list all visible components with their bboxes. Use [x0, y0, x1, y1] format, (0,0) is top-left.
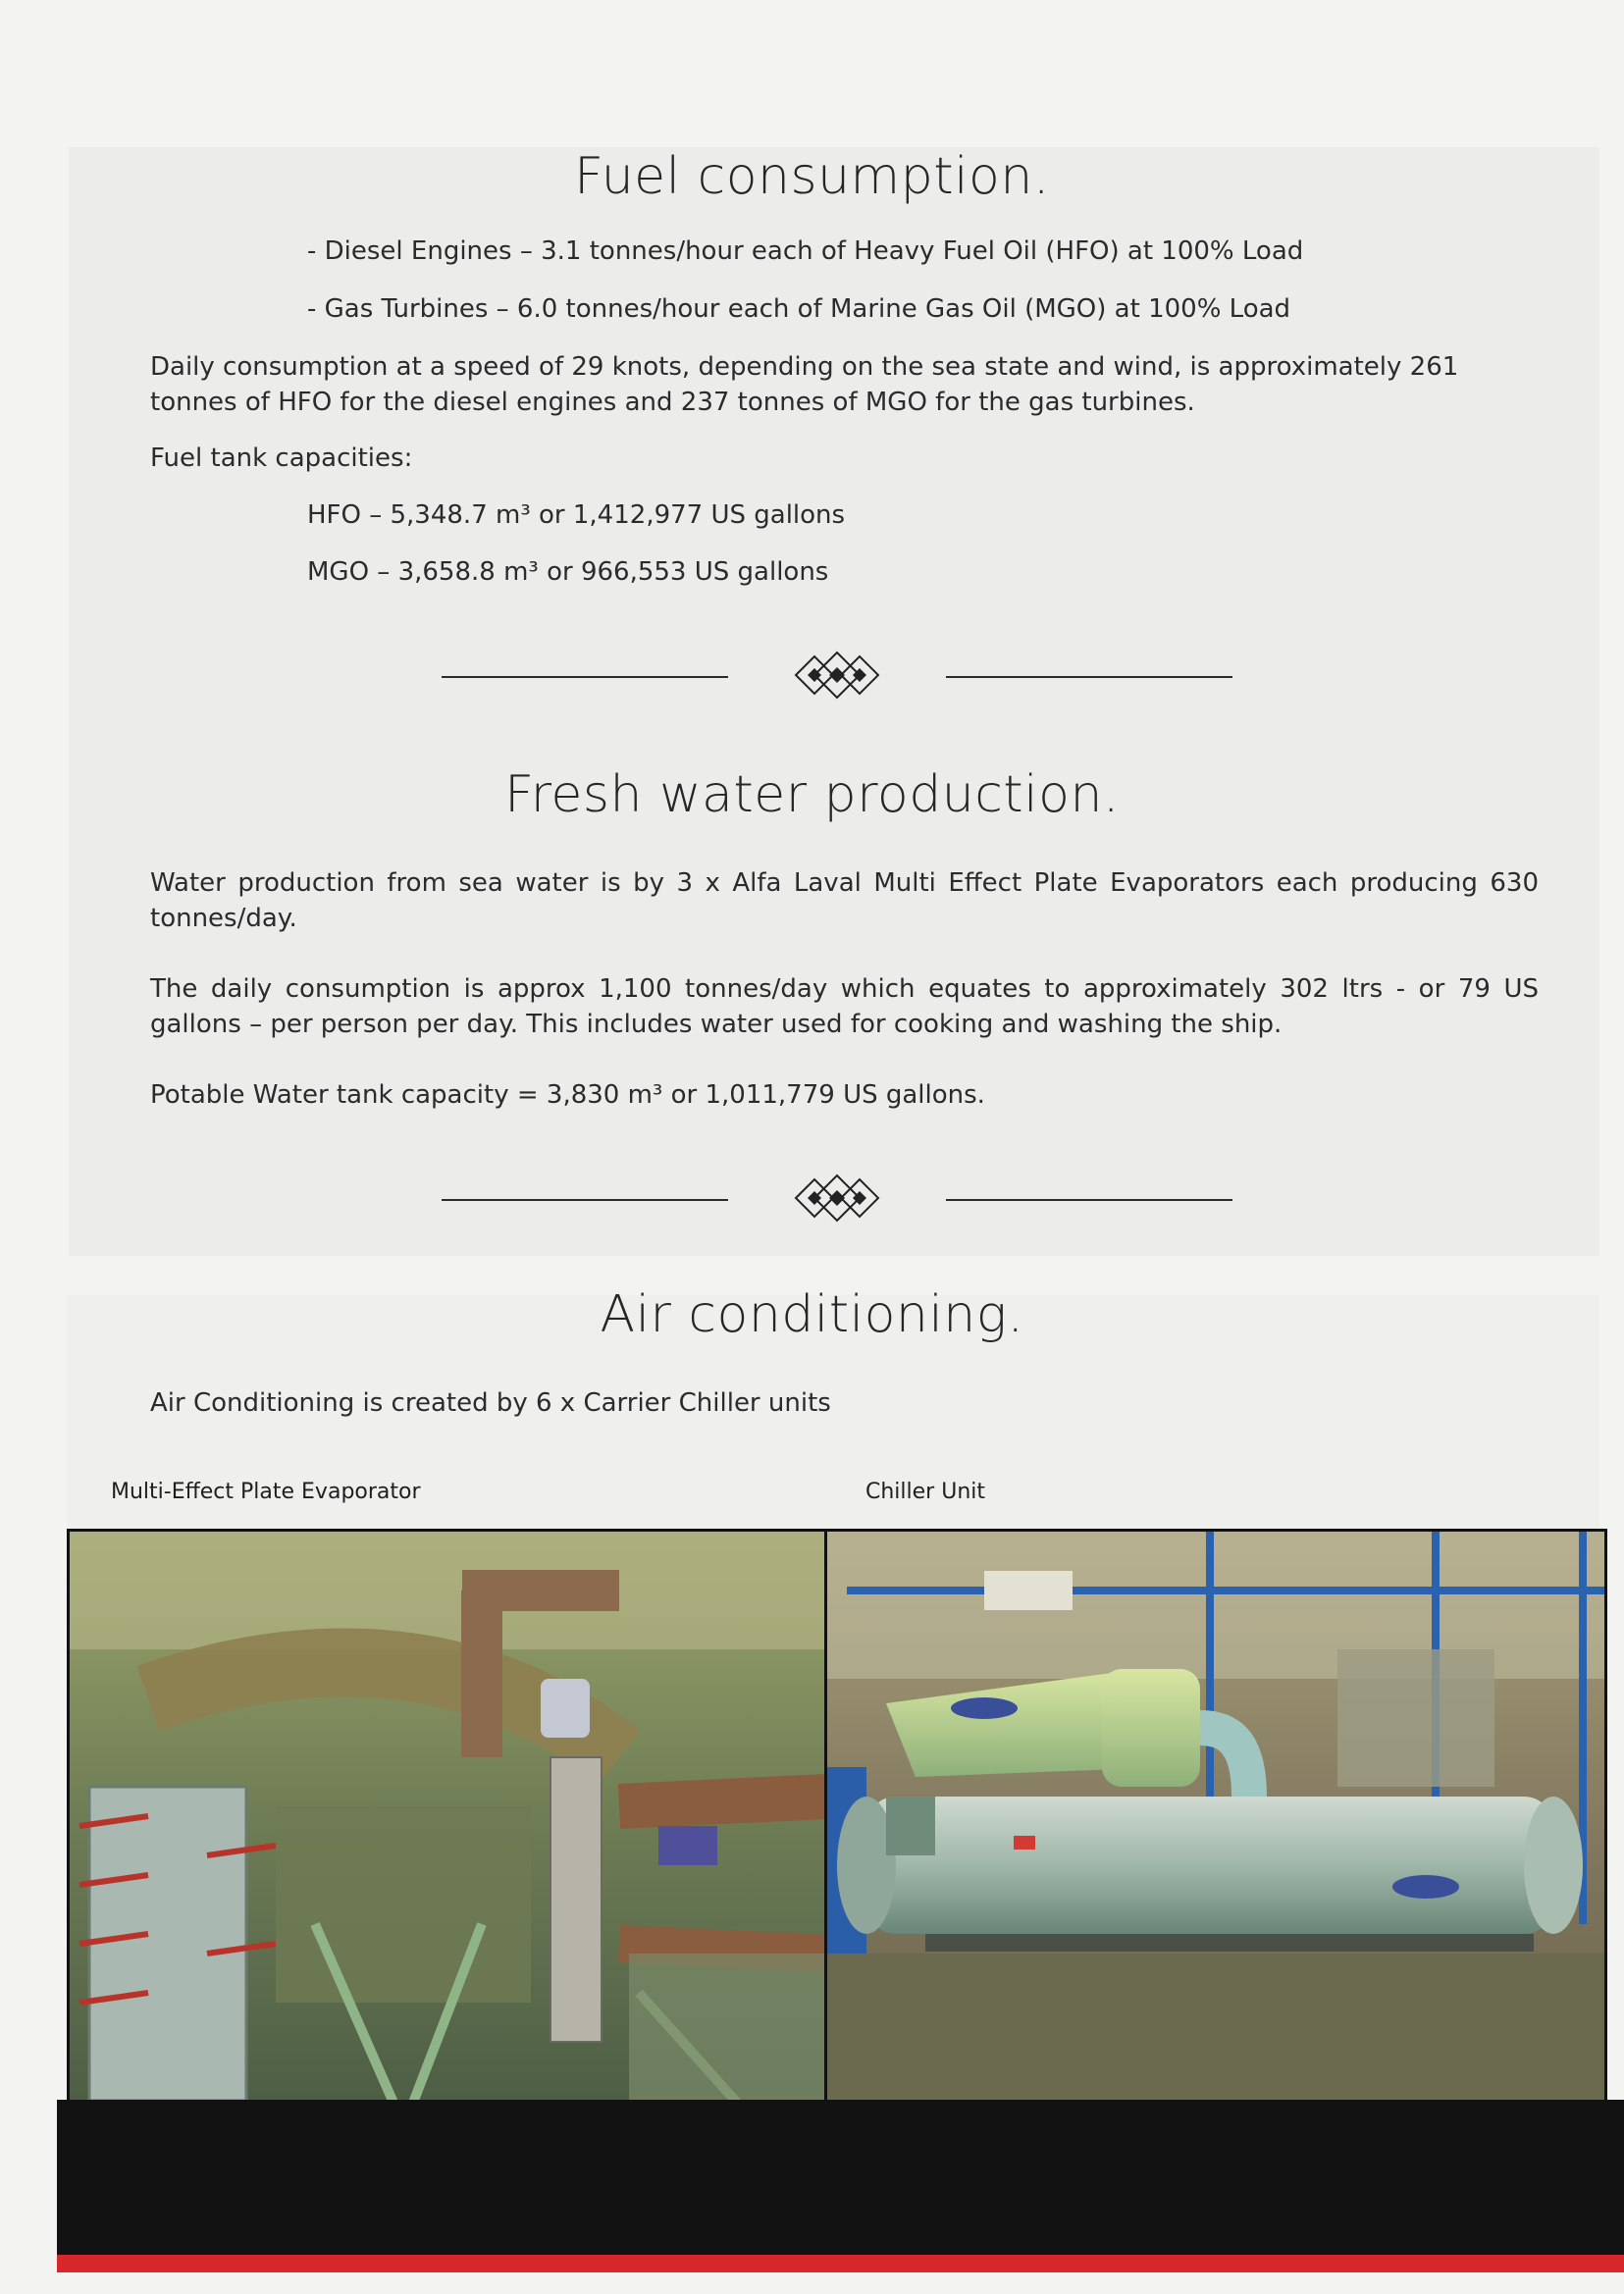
evaporator-image: [70, 1532, 827, 2103]
fuel-tank-label: Fuel tank capacities:: [150, 443, 413, 473]
section-divider: [442, 641, 1232, 709]
water-heading: Fresh water production.: [504, 765, 1120, 824]
gas-turbine-line: - Gas Turbines – 6.0 tonnes/hour each of Marine Gas Oil (MGO) at 100% Load: [307, 294, 1291, 324]
air-heading: Air conditioning.: [600, 1285, 1024, 1344]
diamond-ornament-icon: [793, 1164, 881, 1232]
diamond-ornament-icon: [793, 641, 881, 709]
divider-line-left: [442, 676, 728, 678]
footer-red-stripe: [57, 2255, 1624, 2272]
air-conditioning-text: Air Conditioning is created by 6 x Carrier Chiller units: [150, 1388, 831, 1418]
diesel-line: - Diesel Engines – 3.1 tonnes/hour each of Heavy Fuel Oil (HFO) at 100% Load: [307, 236, 1304, 266]
fuel-heading: Fuel consumption.: [574, 147, 1050, 206]
divider-line-right: [946, 676, 1232, 678]
divider-line-right: [946, 1199, 1232, 1201]
chiller-photo: [824, 1529, 1607, 2106]
daily-consumption-paragraph: Daily consumption at a speed of 29 knots, depending on the sea state and wind, is approximately 261 tonnes of HFO for the diesel engines and 237 tonnes of MGO for the gas turbines.: [150, 352, 1459, 417]
water-production-paragraph: Water production from sea water is by 3 x Alfa Laval Multi Effect Plate Evaporators each producing 630 tonnes/day.: [150, 868, 1539, 933]
chiller-caption: Chiller Unit: [865, 1480, 985, 1504]
potable-water-capacity: Potable Water tank capacity = 3,830 m³ or 1,011,779 US gallons.: [150, 1080, 985, 1110]
evaporator-caption: Multi-Effect Plate Evaporator: [111, 1480, 421, 1504]
section-divider: [442, 1164, 1232, 1232]
chiller-image: [827, 1532, 1604, 2103]
divider-line-left: [442, 1199, 728, 1201]
footer-black-band: [57, 2100, 1624, 2255]
mgo-capacity: MGO – 3,658.8 m³ or 966,553 US gallons: [307, 557, 829, 587]
hfo-capacity: HFO – 5,348.7 m³ or 1,412,977 US gallons: [307, 500, 846, 530]
evaporator-photo: [67, 1529, 830, 2106]
water-consumption-paragraph: The daily consumption is approx 1,100 tonnes/day which equates to approximately 302 ltrs - or 79 US gallons – per person per day. This includes water used for cooking and washing the ship.: [150, 974, 1539, 1039]
